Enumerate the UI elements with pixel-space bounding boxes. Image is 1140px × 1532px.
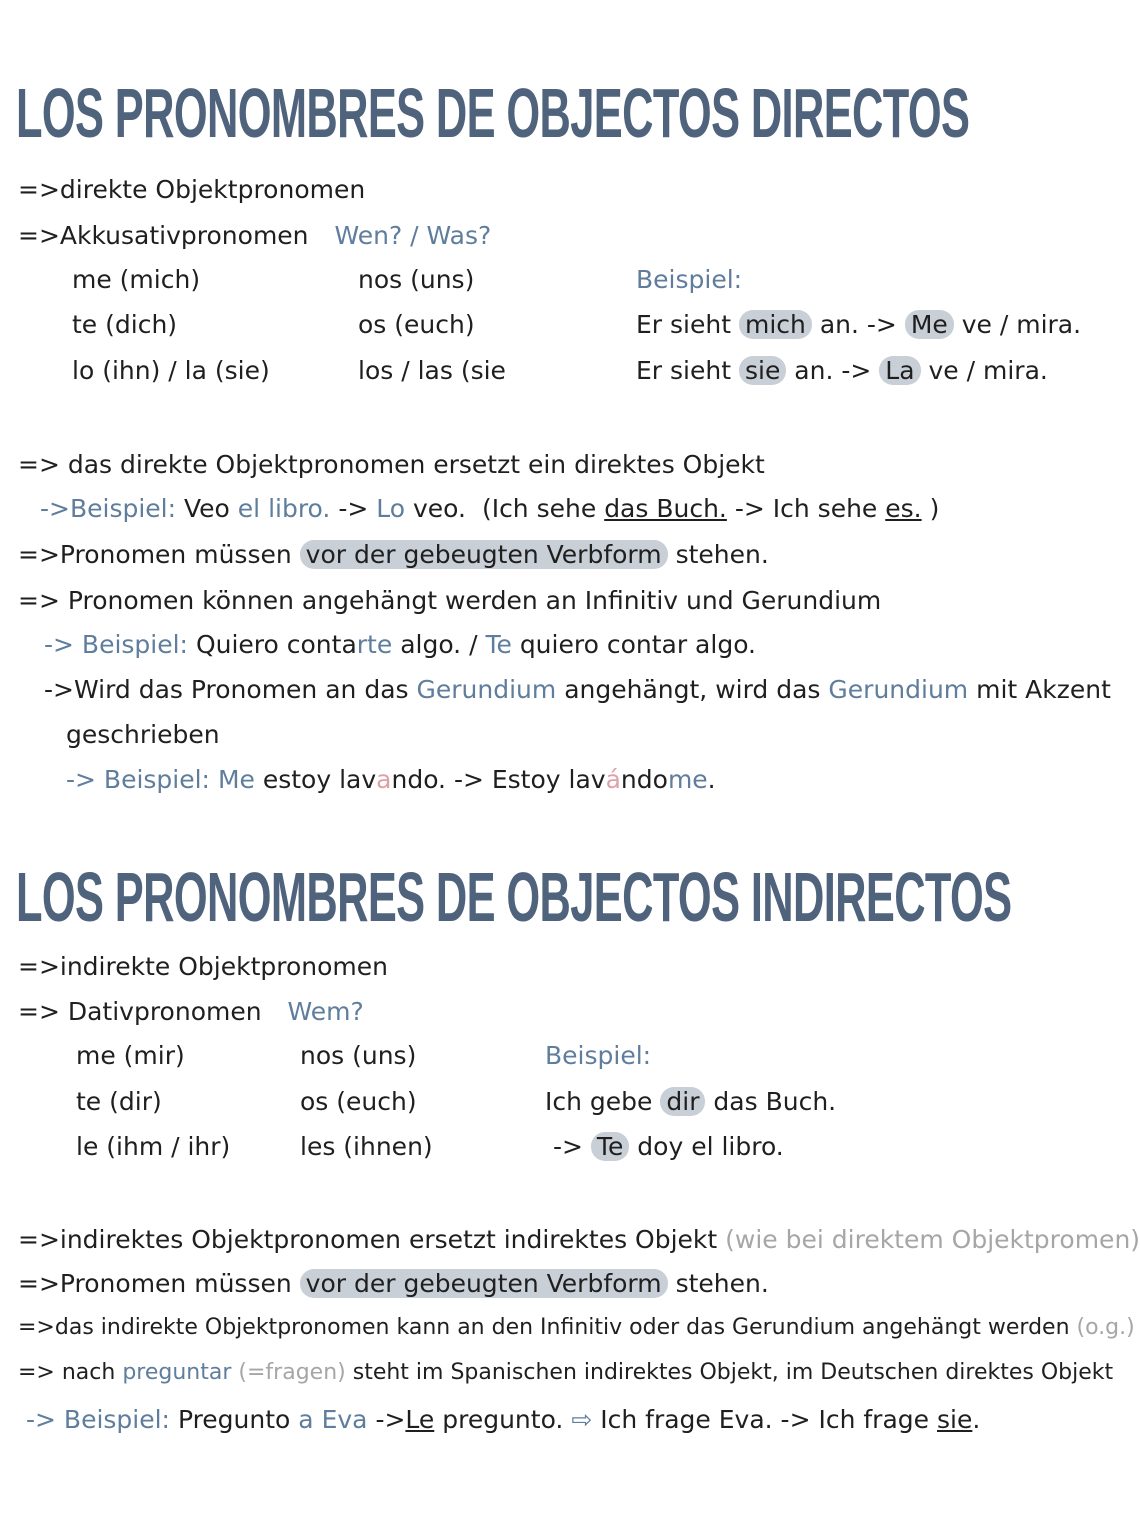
ex-text: das Buch. [713, 1087, 837, 1116]
ex-accent: á [605, 765, 621, 794]
ex-text: estoy lav [262, 765, 377, 794]
rule-attach-example [44, 630, 756, 660]
rule-direct-replaces: => das direkte Objektpronomen ersetzt ein direktes Objekt [18, 450, 765, 479]
ex-highlight: Me [905, 310, 954, 339]
ex-text: Er sieht [636, 310, 732, 339]
ex-underlined: das Buch. [604, 494, 727, 523]
dative-label: => Dativpronomen [18, 997, 262, 1026]
ex-pronoun: Lo [376, 494, 406, 523]
rule-text: ->Wird das Pronomen an das [44, 675, 409, 704]
ex-text: Pregunto [177, 1405, 291, 1434]
ex-pronoun: me [667, 765, 708, 794]
rule-position [18, 540, 769, 570]
pronoun-los-las: los / las (sie [358, 356, 506, 385]
ex-object: a Eva [298, 1405, 368, 1434]
accusative-label: =>Akkusativpronomen [18, 221, 309, 250]
ex-text: . [972, 1405, 981, 1434]
subtitle-dative [18, 997, 364, 1027]
ex-text: Er sieht [636, 356, 732, 385]
ex-text: Veo [184, 494, 230, 523]
rule-term: Gerundium [828, 675, 969, 704]
ex-underlined: sie [937, 1405, 973, 1434]
rule-text: steht im Spanischen indirektes Objekt, im Deutschen direktes Objekt [352, 1360, 1114, 1385]
ex-text: Ich gebe [545, 1087, 653, 1116]
ex-highlight: mich [739, 310, 812, 339]
ex-text: . [707, 765, 716, 794]
rule-accent-example [66, 765, 716, 795]
example-label: -> Beispiel: [66, 765, 210, 794]
ex-pronoun: Te [485, 630, 512, 659]
subtitle-direct-object-pronouns: =>direkte Objektpronomen [18, 175, 366, 204]
pronoun-nos-dat: nos (uns) [300, 1041, 417, 1070]
ex-text: ) [929, 494, 940, 523]
arrow-icon: -> [866, 310, 897, 339]
ex-text: algo. / [400, 630, 478, 659]
rule-preguntar-example [26, 1405, 980, 1435]
ex-object: el libro. [237, 494, 331, 523]
rule-note: (o.g.) [1076, 1315, 1135, 1340]
ex-text: ndo [620, 765, 668, 794]
ex-pronoun: Me [217, 765, 255, 794]
arrow-icon: -> [375, 1405, 406, 1434]
rule-note: (=fragen) [238, 1360, 346, 1385]
ex-highlight: sie [739, 356, 786, 385]
section-title-indirect: LOS PRONOMBRES DE OBJECTOS INDIRECTOS [16, 858, 1012, 936]
double-arrow-icon: ⇨ [571, 1405, 593, 1434]
ex-text: Quiero conta [195, 630, 357, 659]
example-direct-1 [636, 310, 1081, 340]
rule-highlight: vor der gebeugten Verbform [300, 1269, 668, 1298]
pronoun-os: os (euch) [358, 310, 475, 339]
rule-text: =>Pronomen müssen [18, 540, 292, 569]
arrow-icon: -> [338, 494, 369, 523]
subtitle-indirect-object-pronouns: =>indirekte Objektpronomen [18, 952, 388, 981]
example-label: ->Beispiel: [40, 494, 177, 523]
accusative-question: Wen? / Was? [334, 221, 492, 250]
ex-text: an. [794, 356, 834, 385]
ex-text: (Ich sehe [481, 494, 597, 523]
ex-text: quiero contar algo. [519, 630, 756, 659]
rule-text: =>indirektes Objektpronomen ersetzt indirektes Objekt [18, 1225, 718, 1254]
ex-vowel: a [376, 765, 392, 794]
example-label-direct: Beispiel: [636, 265, 743, 294]
rule-indirect-attach [18, 1315, 1135, 1341]
rule-accent [44, 675, 1111, 705]
ex-text: doy el libro. [637, 1132, 784, 1161]
rule-attach: => Pronomen können angehängt werden an Infinitiv und Gerundium [18, 586, 882, 615]
pronoun-nos: nos (uns) [358, 265, 475, 294]
ex-text: an. [819, 310, 859, 339]
example-indirect-2 [553, 1132, 784, 1162]
ex-text: Ich frage Eva. -> Ich frage [600, 1405, 930, 1434]
ex-highlight: Te [591, 1132, 629, 1161]
example-direct-2 [636, 356, 1048, 386]
pronoun-lo-la: lo (ihn) / la (sie) [72, 356, 270, 385]
rule-indirect-position [18, 1269, 769, 1299]
pronoun-les-dat: les (ihnen) [300, 1132, 433, 1161]
section-title-direct: LOS PRONOMBRES DE OBJECTOS DIRECTOS [16, 74, 970, 152]
rule-highlight: vor der gebeugten Verbform [300, 540, 668, 569]
rule-note: (wie bei direktem Objektpromen) [725, 1225, 1140, 1254]
pronoun-te: te (dich) [72, 310, 178, 339]
ex-suffix: rte [356, 630, 393, 659]
subtitle-accusative [18, 221, 491, 251]
rule-text: stehen. [675, 1269, 769, 1298]
rule-text: =>das indirekte Objektpronomen kann an den Infinitiv oder das Gerundium angehängt werden [18, 1315, 1070, 1340]
rule-preguntar [18, 1360, 1113, 1386]
rule-term: Gerundium [416, 675, 557, 704]
arrow-icon: -> [553, 1132, 583, 1161]
example-indirect-1 [545, 1087, 836, 1117]
example-label: -> Beispiel: [26, 1405, 170, 1434]
arrow-icon: -> [841, 356, 872, 385]
rule-text: mit Akzent [976, 675, 1111, 704]
ex-text: veo. [413, 494, 466, 523]
pronoun-me-dat: me (mir) [76, 1041, 185, 1070]
ex-text: -> Ich sehe [734, 494, 878, 523]
example-label: -> Beispiel: [44, 630, 188, 659]
rule-text: stehen. [675, 540, 769, 569]
rule-text: angehängt, wird das [564, 675, 821, 704]
ex-underlined: Le [405, 1405, 435, 1434]
pronoun-me: me (mich) [72, 265, 201, 294]
pronoun-os-dat: os (euch) [300, 1087, 417, 1116]
rule-term: preguntar [122, 1360, 232, 1385]
example-label-indirect: Beispiel: [545, 1041, 652, 1070]
ex-highlight: La [879, 356, 920, 385]
ex-highlight: dir [660, 1087, 705, 1116]
ex-underlined: es. [885, 494, 922, 523]
ex-text: ve / mira. [928, 356, 1048, 385]
pronoun-le-dat: le (ihm / ihr) [76, 1132, 231, 1161]
rule-direct-example [40, 494, 939, 524]
rule-accent-cont: geschrieben [66, 720, 220, 749]
pronoun-te-dat: te (dir) [76, 1087, 162, 1116]
ex-text: ndo. -> Estoy lav [391, 765, 606, 794]
rule-text: => nach [18, 1360, 116, 1385]
rule-text: =>Pronomen müssen [18, 1269, 292, 1298]
rule-indirect-replaces [18, 1225, 1140, 1255]
ex-text: ve / mira. [961, 310, 1082, 339]
dative-question: Wem? [287, 997, 364, 1026]
ex-text: pregunto. [442, 1405, 564, 1434]
